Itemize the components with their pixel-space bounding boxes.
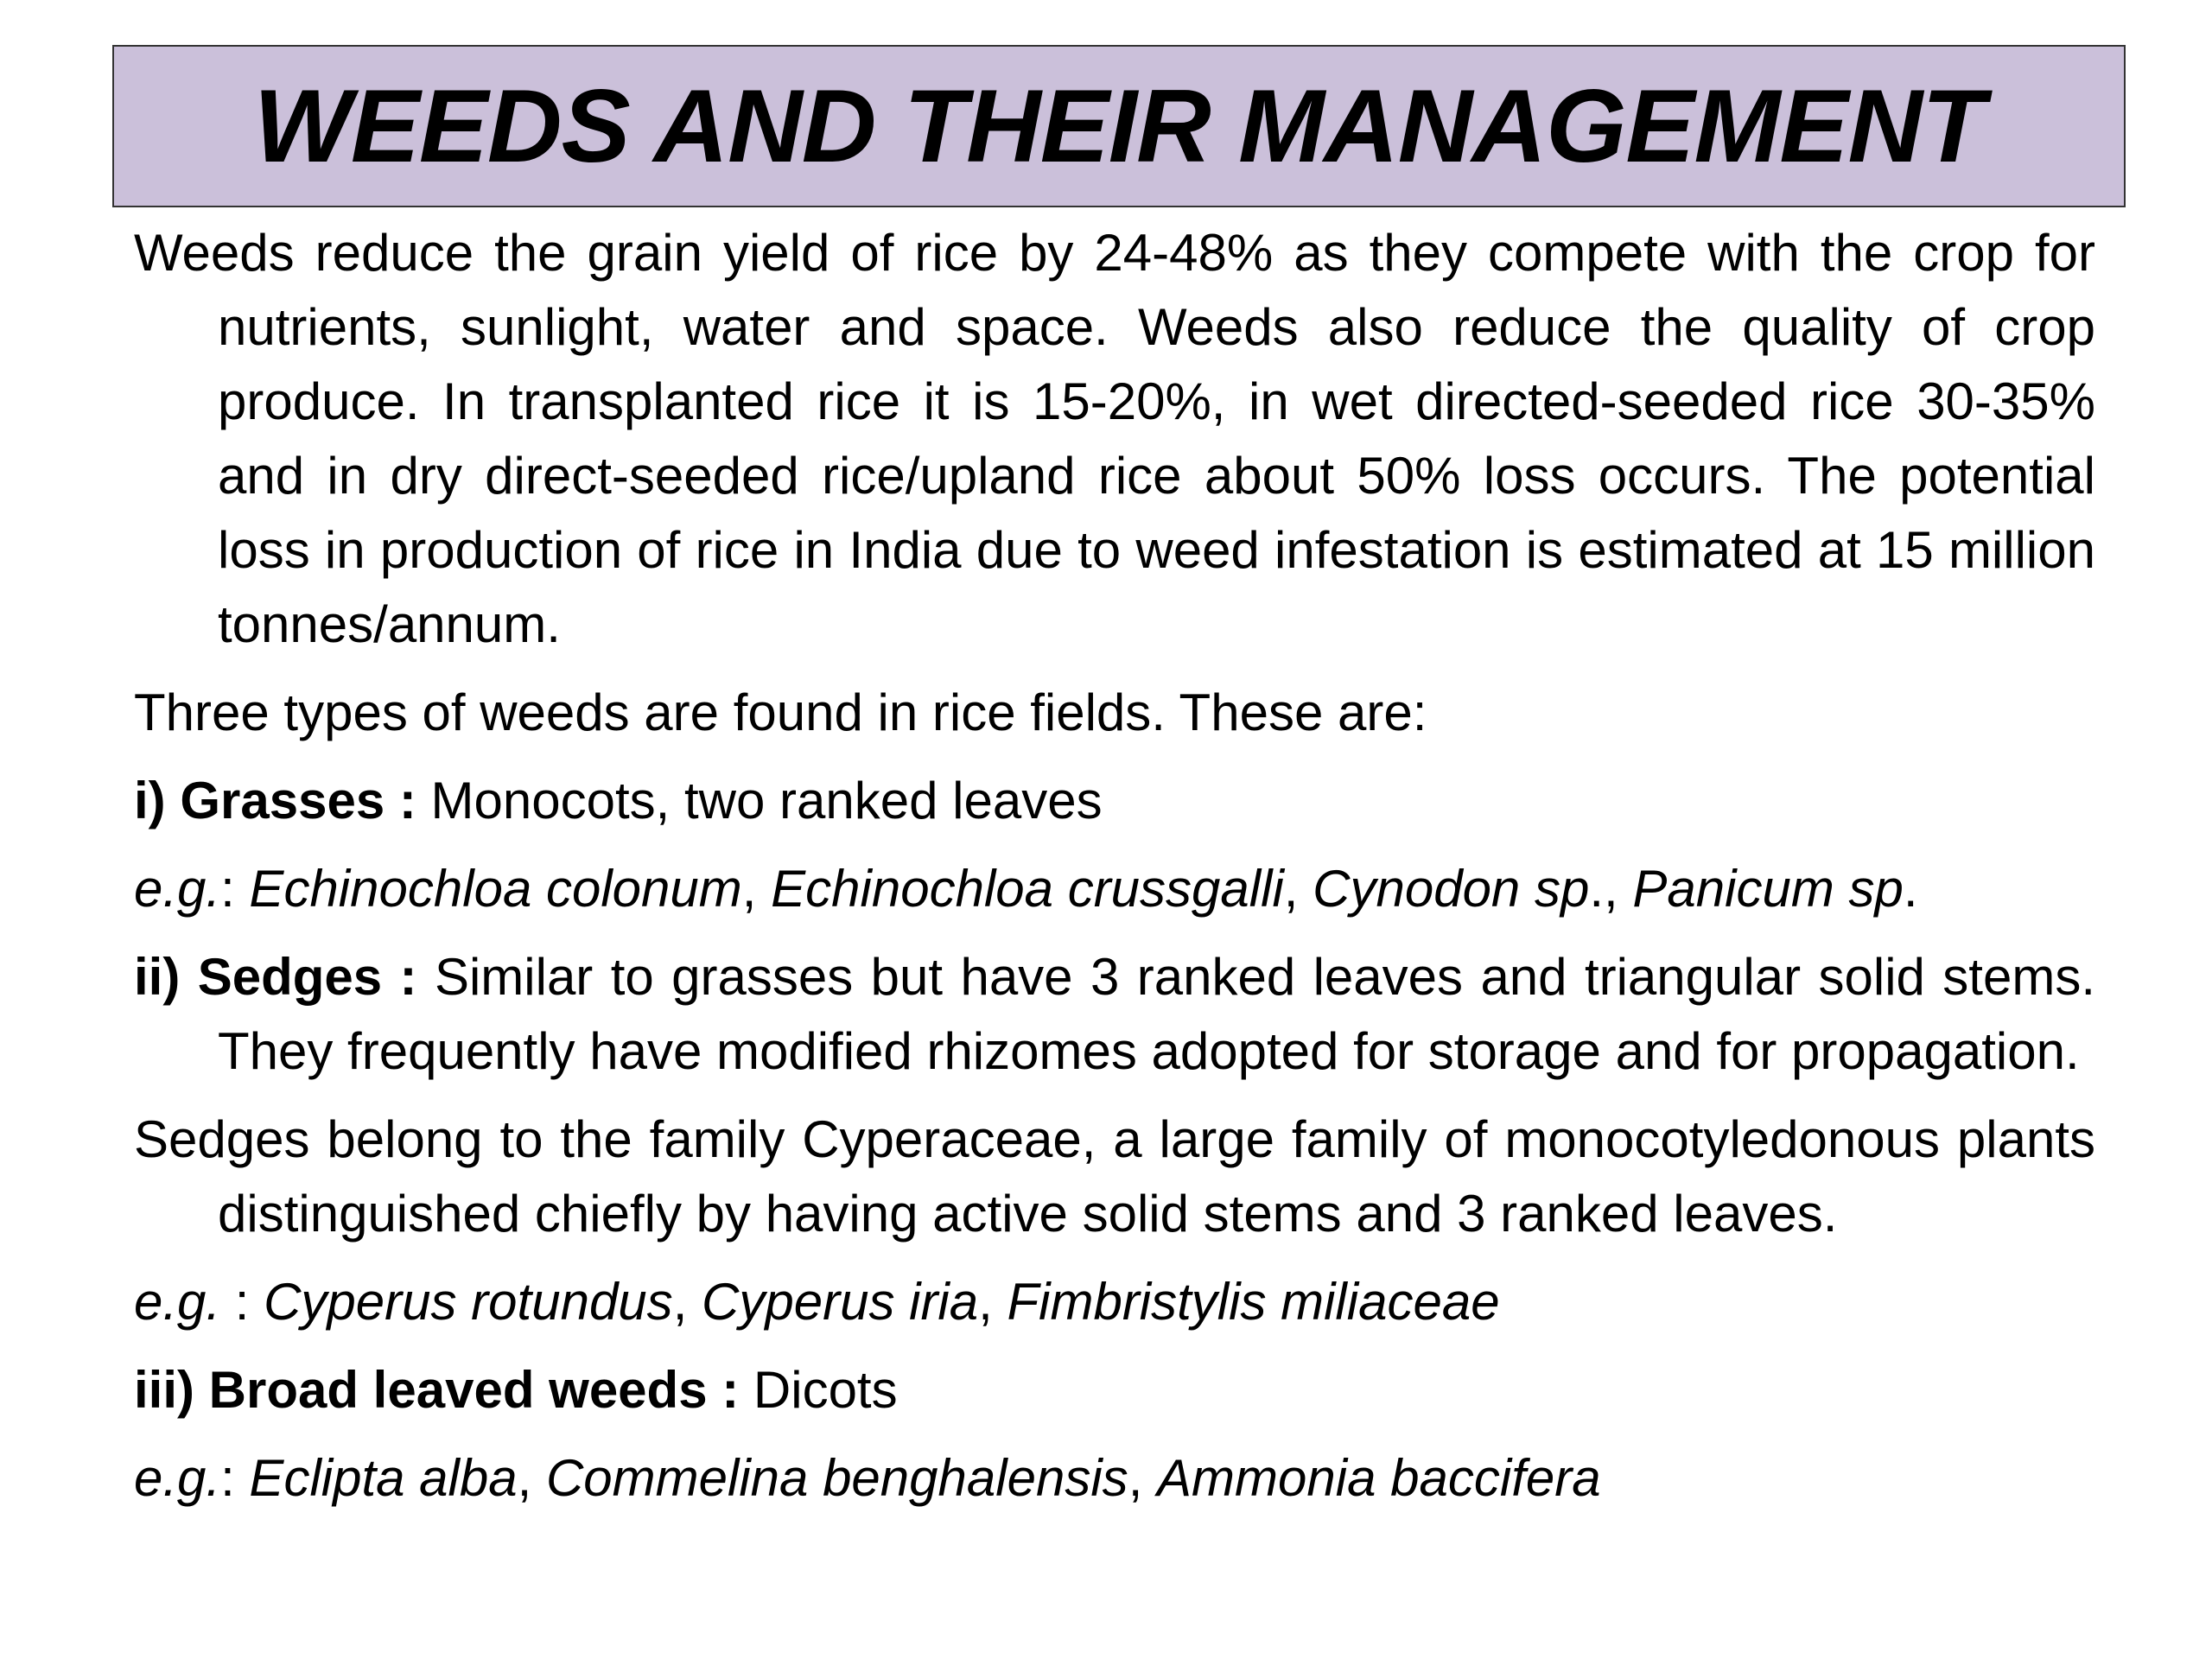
- separator: .,: [1589, 860, 1633, 918]
- separator: ,: [1283, 860, 1313, 918]
- intro-paragraph: Weeds reduce the grain yield of rice by 24-48% as they compete with the crop for nutrients, sunlight, water and space. Weeds also reduce the quality of crop produce. In transplanted rice it is 15-20%, in wet directed-seeded rice 30-35% and in dry direct-seeded rice/upland rice about 50% loss occurs. The potential loss in production of rice in India due to weed infestation is estimated at 15 million tonnes/annum.: [134, 224, 2095, 653]
- separator: :: [220, 860, 250, 918]
- separator: :: [220, 1273, 264, 1331]
- separator: ,: [517, 1449, 546, 1507]
- broadleaf-label: iii) Broad leaved weeds :: [134, 1361, 740, 1419]
- sedges-desc: Similar to grasses but have 3 ranked leaves and triangular solid stems. They frequently have modified rhizomes adopted for storage and for propagation.: [218, 948, 2095, 1080]
- species-name: Cynodon sp: [1313, 860, 1590, 918]
- separator: .: [1903, 860, 1918, 918]
- broadleaf-item: [134, 1353, 2095, 1427]
- species-name: Fimbristylis miliaceae: [1007, 1273, 1500, 1331]
- sedges-examples: [134, 1265, 2095, 1339]
- species-name: Echinochloa colonum: [249, 860, 742, 918]
- separator: ,: [741, 860, 772, 918]
- species-name: Eclipta alba: [249, 1449, 518, 1507]
- sedges-label: ii) Sedges :: [134, 948, 417, 1006]
- slide-body: [134, 216, 2095, 1529]
- slide-title: WEEDS AND THEIR MANAGEMENT: [253, 68, 1985, 184]
- eg-prefix: e.g.: [134, 1449, 221, 1507]
- title-banner: [112, 45, 2126, 207]
- eg-prefix: e.g.: [134, 1273, 221, 1331]
- separator: ,: [978, 1273, 1007, 1331]
- broadleaf-examples: [134, 1441, 2095, 1516]
- types-intro: Three types of weeds are found in rice fields. These are:: [134, 683, 1427, 741]
- separator: ,: [672, 1273, 702, 1331]
- species-name: Commelina benghalensis: [545, 1449, 1128, 1507]
- species-name: Panicum sp: [1632, 860, 1904, 918]
- species-name: Cyperus rotundus: [264, 1273, 673, 1331]
- species-name: Echinochloa crussgalli: [771, 860, 1284, 918]
- grasses-desc: Monocots, two ranked leaves: [416, 772, 1103, 830]
- grasses-item: [134, 764, 2095, 838]
- sedges-item: [134, 940, 2095, 1089]
- species-name: Ammonia baccifera: [1157, 1449, 1601, 1507]
- eg-prefix: e.g.: [134, 860, 221, 918]
- broadleaf-desc: Dicots: [739, 1361, 898, 1419]
- sedges-family: Sedges belong to the family Cyperaceae, a large family of monocotyledonous plants distinguished chiefly by having active solid stems and 3 ranked leaves.: [134, 1110, 2095, 1243]
- grasses-label: i) Grasses :: [134, 772, 416, 830]
- species-name: Cyperus iria: [702, 1273, 979, 1331]
- separator: ,: [1128, 1449, 1158, 1507]
- separator: :: [220, 1449, 250, 1507]
- grasses-examples: [134, 852, 2095, 926]
